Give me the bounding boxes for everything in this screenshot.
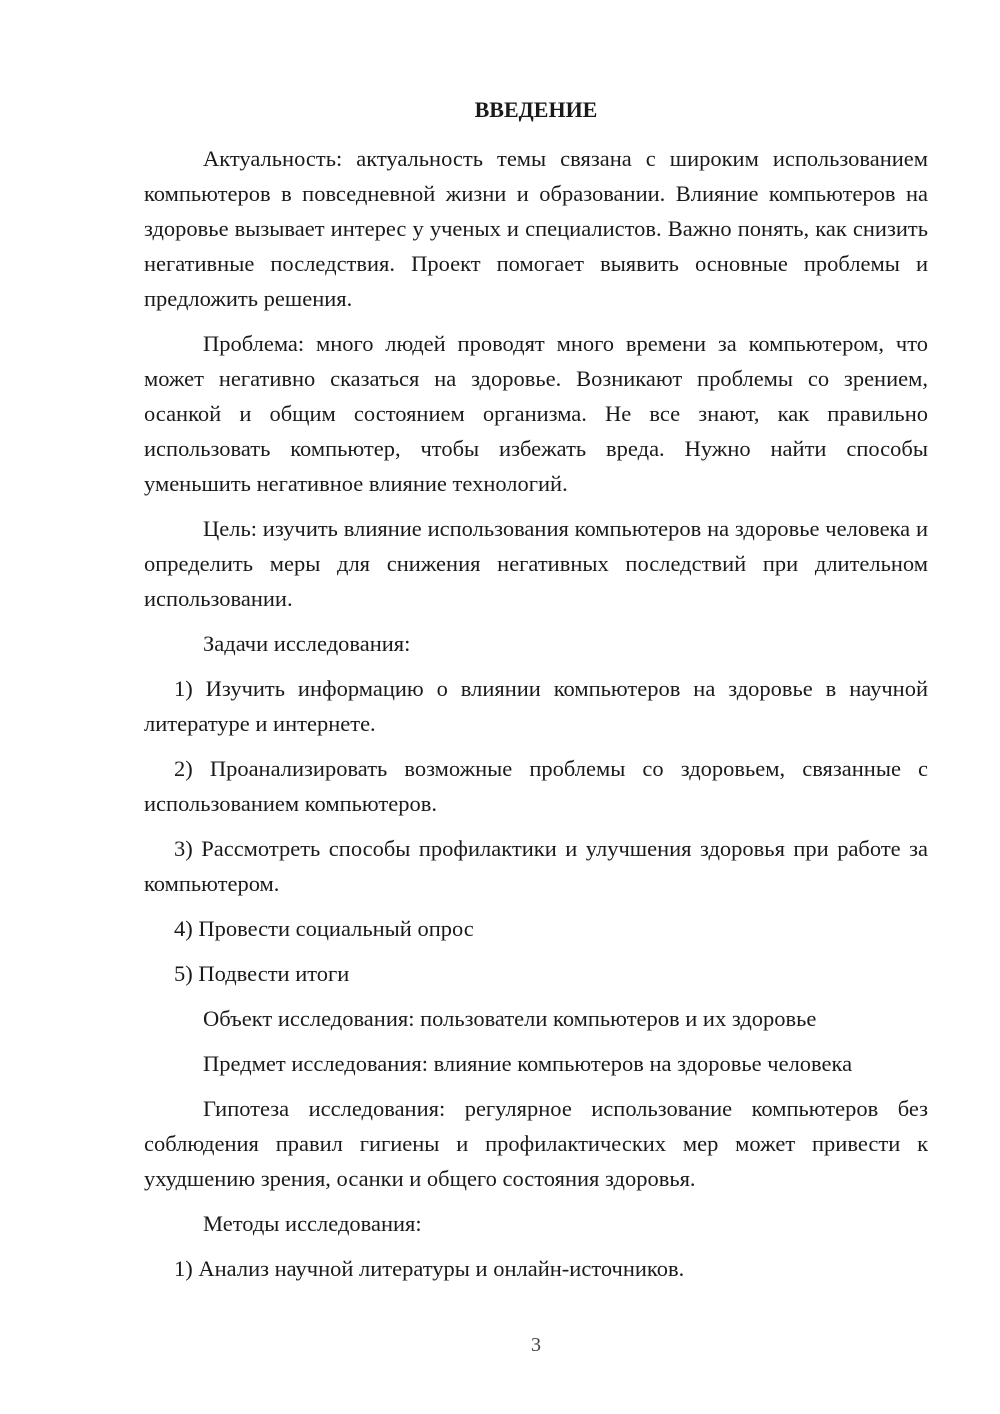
page-title: ВВЕДЕНИЕ xyxy=(474,97,598,122)
task-item-5: 5) Подвести итоги xyxy=(174,961,350,986)
task-item-4: 4) Провести социальный опрос xyxy=(174,916,474,941)
goal-paragraph: Цель: изучить влияние использования компьютеров на здоровье человека и определить меры для снижения негативных последствий при длительном использовании. xyxy=(144,516,928,611)
methods-heading: Методы исследования: xyxy=(203,1211,422,1236)
task-item-3: 3) Рассмотреть способы профилактики и улучшения здоровья при работе за компьютером. xyxy=(144,836,928,896)
tasks-heading: Задачи исследования: xyxy=(203,631,411,656)
object-paragraph: Объект исследования: пользователи компьютеров и их здоровье xyxy=(203,1006,817,1031)
relevance-paragraph: Актуальность: актуальность темы связана с широким использованием компьютеров в повседневной жизни и образовании. Влияние компьютеров на здоровье вызывает интерес у ученых и специалистов. Важно понять, как снизить негативные последствия. Проект помогает выявить основные проблемы и предложить решения. xyxy=(144,146,928,311)
page-number: 3 xyxy=(531,1334,541,1356)
problem-paragraph: Проблема: много людей проводят много времени за компьютером, что может негативно сказаться на здоровье. Возникают проблемы со зрением, осанкой и общим состоянием организма. Не все знают, как правильно использовать компьютер, чтобы избежать вреда. Нужно найти способы уменьшить негативное влияние технологий. xyxy=(144,331,928,496)
method-item-1: 1) Анализ научной литературы и онлайн-источников. xyxy=(174,1256,685,1281)
subject-paragraph: Предмет исследования: влияние компьютеров на здоровье человека xyxy=(203,1051,853,1076)
task-item-1: 1) Изучить информацию о влиянии компьютеров на здоровье в научной литературе и интернете. xyxy=(144,676,928,736)
hypothesis-paragraph: Гипотеза исследования: регулярное использование компьютеров без соблюдения правил гигиены и профилактических мер может привести к ухудшению зрения, осанки и общего состояния здоровья. xyxy=(144,1096,928,1191)
task-item-2: 2) Проанализировать возможные проблемы со здоровьем, связанные с использованием компьютеров. xyxy=(144,756,928,816)
page-content xyxy=(144,92,928,1296)
